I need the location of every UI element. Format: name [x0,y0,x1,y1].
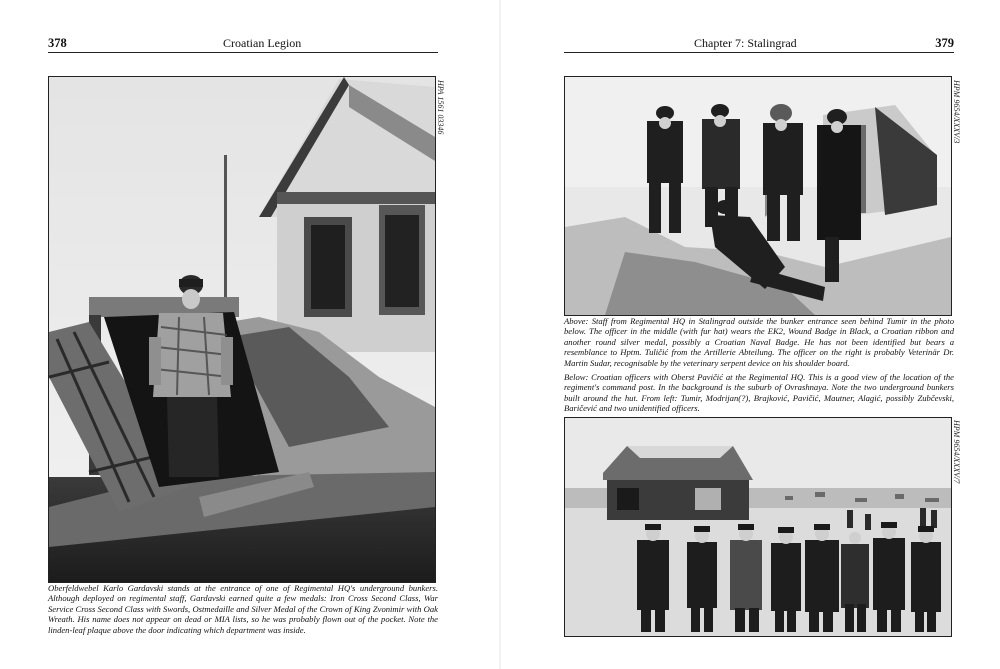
right-page [500,0,1000,669]
bunker-entrance-photo [48,76,436,583]
staff-outside-bunker-photo [564,76,952,316]
officers-at-regimental-hq-photo [564,417,952,637]
right-bottom-photo-credit: HPM 9654/XXXV/7 [952,420,961,484]
right-top-photo-credit: HPM 9654/XXXV/3 [952,80,961,144]
left-running-head: Croatian Legion [223,36,302,50]
right-running-head: Chapter 7: Stalingrad [694,36,797,50]
right-page-number: 379 [935,36,954,50]
right-page-header [564,36,954,53]
right-caption-above: Above: Staff from Regimental HQ in Stalingrad outside the bunker entrance seen behind Tumir in the photo below. The officer in the middle (with fur hat) wears the EK2, Wound Badge in Black, a Croatian ribbon and another round silver medal, possibly a Croatian Naval Badge. He has not been identified but bears a resemblance to Hptm. Tuličić from the Artillerie Abteilung. The officer on the right is probably Veterinär Dr. Martin Sudar, recognisable by the veterinary serpent device on his shoulder board. [564,316,954,368]
left-photo-credit: HPA 1561 03346 [436,80,445,135]
right-caption-below: Below: Croatian officers with Oberst Pavičić at the Regimental HQ. This is a good view of the location of the regiment's command post. In the background is the suburb of Ovrashnaya. Note the two underground bunkers built around the hut. From left: Tumir, Modrijan(?), Brajković, Pavičić, Mautner, Alagić, possibly Zubčevski, Baričević and two unidentified officers. [564,372,954,414]
left-page-number: 378 [48,36,67,50]
left-photo-caption: Oberfeldwebel Karlo Gardavski stands at the entrance of one of Regimental HQ's underground bunkers. Although deployed on regimental staff, Gardavski earned quite a few medals: Iron Cross Second Class, War Service Cross Second Class with Swords, Ostmedaille and Silver Medal of the Crown of King Zvonimir with Oak Wreath. His name does not appear on dead or MIA lists, so he was probably flown out of the pocket. Note the linden-leaf plaque above the door indicating which department was inside. [48,583,438,635]
left-page-header [48,36,438,53]
